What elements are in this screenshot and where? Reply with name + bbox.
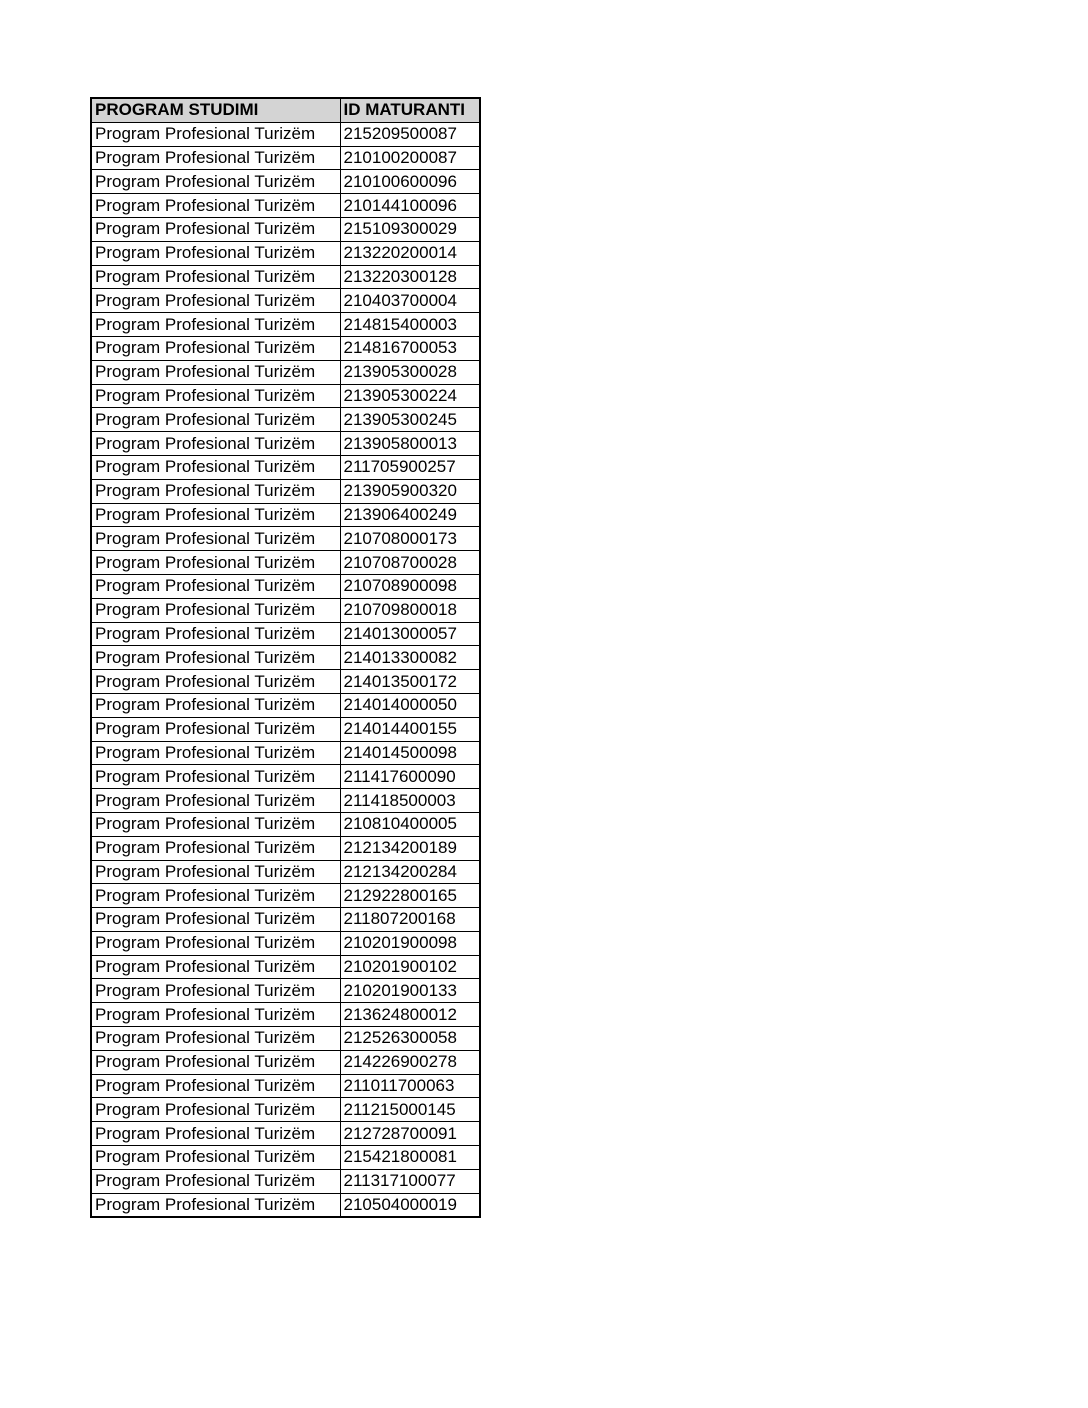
program-cell: Program Profesional Turizëm [91,1169,340,1193]
id-cell: 211011700063 [340,1074,480,1098]
id-cell: 213906400249 [340,503,480,527]
program-cell: Program Profesional Turizëm [91,622,340,646]
id-cell: 214013500172 [340,670,480,694]
id-cell: 212134200284 [340,860,480,884]
id-cell: 210708700028 [340,551,480,575]
table-row [91,812,480,836]
id-cell: 210708900098 [340,574,480,598]
program-cell: Program Profesional Turizëm [91,812,340,836]
table-row [91,265,480,289]
id-cell: 211215000145 [340,1098,480,1122]
program-cell: Program Profesional Turizëm [91,1050,340,1074]
table-row [91,836,480,860]
id-cell: 214816700053 [340,336,480,360]
id-cell: 210201900102 [340,955,480,979]
table-row [91,955,480,979]
id-cell: 214013000057 [340,622,480,646]
id-cell: 213905300224 [340,384,480,408]
table-row [91,1050,480,1074]
id-cell: 213220300128 [340,265,480,289]
table-row [91,1193,480,1217]
program-cell: Program Profesional Turizëm [91,479,340,503]
table-row [91,884,480,908]
program-cell: Program Profesional Turizëm [91,693,340,717]
id-cell: 211317100077 [340,1169,480,1193]
table-row [91,360,480,384]
table-row [91,693,480,717]
table-row [91,765,480,789]
id-cell: 213905900320 [340,479,480,503]
program-cell: Program Profesional Turizëm [91,265,340,289]
program-cell: Program Profesional Turizëm [91,717,340,741]
id-cell: 210708000173 [340,527,480,551]
table-row [91,551,480,575]
id-cell: 211418500003 [340,789,480,813]
table-row [91,432,480,456]
program-cell: Program Profesional Turizëm [91,384,340,408]
header-program-studimi: PROGRAM STUDIMI [91,98,340,122]
program-cell: Program Profesional Turizëm [91,670,340,694]
table-row [91,908,480,932]
id-cell: 210201900098 [340,931,480,955]
program-cell: Program Profesional Turizëm [91,574,340,598]
id-cell: 213905300028 [340,360,480,384]
students-table [90,97,481,1218]
table-header-row [91,98,480,122]
table-row [91,1169,480,1193]
program-cell: Program Profesional Turizëm [91,1027,340,1051]
id-cell: 214815400003 [340,313,480,337]
table-row [91,170,480,194]
id-cell: 210144100096 [340,194,480,218]
id-cell: 210810400005 [340,812,480,836]
id-cell: 212526300058 [340,1027,480,1051]
id-cell: 212134200189 [340,836,480,860]
table-row [91,527,480,551]
program-cell: Program Profesional Turizëm [91,360,340,384]
program-cell: Program Profesional Turizëm [91,455,340,479]
id-cell: 212728700091 [340,1122,480,1146]
table-row [91,670,480,694]
table-row [91,122,480,146]
id-cell: 215209500087 [340,122,480,146]
program-cell: Program Profesional Turizëm [91,194,340,218]
id-cell: 210504000019 [340,1193,480,1217]
program-cell: Program Profesional Turizëm [91,551,340,575]
program-cell: Program Profesional Turizëm [91,836,340,860]
program-cell: Program Profesional Turizëm [91,1146,340,1170]
program-cell: Program Profesional Turizëm [91,1074,340,1098]
table-row [91,1074,480,1098]
id-cell: 214014500098 [340,741,480,765]
table-row [91,408,480,432]
table-row [91,479,480,503]
program-cell: Program Profesional Turizëm [91,646,340,670]
table-row [91,455,480,479]
id-cell: 214226900278 [340,1050,480,1074]
id-cell: 213220200014 [340,241,480,265]
table-row [91,979,480,1003]
table-row [91,717,480,741]
program-cell: Program Profesional Turizëm [91,336,340,360]
program-cell: Program Profesional Turizëm [91,979,340,1003]
table-row [91,336,480,360]
table-row [91,622,480,646]
table-row [91,146,480,170]
program-cell: Program Profesional Turizëm [91,1003,340,1027]
header-id-maturanti: ID MATURANTI [340,98,480,122]
table-row [91,1027,480,1051]
program-cell: Program Profesional Turizëm [91,217,340,241]
program-cell: Program Profesional Turizëm [91,931,340,955]
id-cell: 213905300245 [340,408,480,432]
id-cell: 211417600090 [340,765,480,789]
program-cell: Program Profesional Turizëm [91,884,340,908]
id-cell: 214013300082 [340,646,480,670]
table-row [91,241,480,265]
program-cell: Program Profesional Turizëm [91,122,340,146]
table-row [91,646,480,670]
table-row [91,313,480,337]
program-cell: Program Profesional Turizëm [91,598,340,622]
program-cell: Program Profesional Turizëm [91,1122,340,1146]
id-cell: 213905800013 [340,432,480,456]
program-cell: Program Profesional Turizëm [91,313,340,337]
program-cell: Program Profesional Turizëm [91,789,340,813]
table-body [91,122,480,1217]
id-cell: 210403700004 [340,289,480,313]
id-cell: 212922800165 [340,884,480,908]
table-row [91,1098,480,1122]
program-cell: Program Profesional Turizëm [91,527,340,551]
program-cell: Program Profesional Turizëm [91,241,340,265]
program-cell: Program Profesional Turizëm [91,955,340,979]
program-cell: Program Profesional Turizëm [91,289,340,313]
table-row [91,503,480,527]
id-cell: 211705900257 [340,455,480,479]
id-cell: 214014400155 [340,717,480,741]
table-row [91,289,480,313]
id-cell: 215421800081 [340,1146,480,1170]
table-row [91,384,480,408]
program-cell: Program Profesional Turizëm [91,908,340,932]
id-cell: 210100600096 [340,170,480,194]
table-row [91,217,480,241]
program-cell: Program Profesional Turizëm [91,860,340,884]
id-cell: 210100200087 [340,146,480,170]
table-row [91,574,480,598]
table-row [91,860,480,884]
table-row [91,789,480,813]
id-cell: 215109300029 [340,217,480,241]
table-row [91,194,480,218]
id-cell: 214014000050 [340,693,480,717]
id-cell: 213624800012 [340,1003,480,1027]
program-cell: Program Profesional Turizëm [91,1193,340,1217]
id-cell: 210201900133 [340,979,480,1003]
table-row [91,1122,480,1146]
table-row [91,598,480,622]
id-cell: 211807200168 [340,908,480,932]
program-cell: Program Profesional Turizëm [91,765,340,789]
program-cell: Program Profesional Turizëm [91,170,340,194]
program-cell: Program Profesional Turizëm [91,503,340,527]
table-row [91,741,480,765]
program-cell: Program Profesional Turizëm [91,741,340,765]
program-cell: Program Profesional Turizëm [91,432,340,456]
table-row [91,1146,480,1170]
table-row [91,931,480,955]
program-cell: Program Profesional Turizëm [91,408,340,432]
program-cell: Program Profesional Turizëm [91,1098,340,1122]
id-cell: 210709800018 [340,598,480,622]
program-cell: Program Profesional Turizëm [91,146,340,170]
table-row [91,1003,480,1027]
